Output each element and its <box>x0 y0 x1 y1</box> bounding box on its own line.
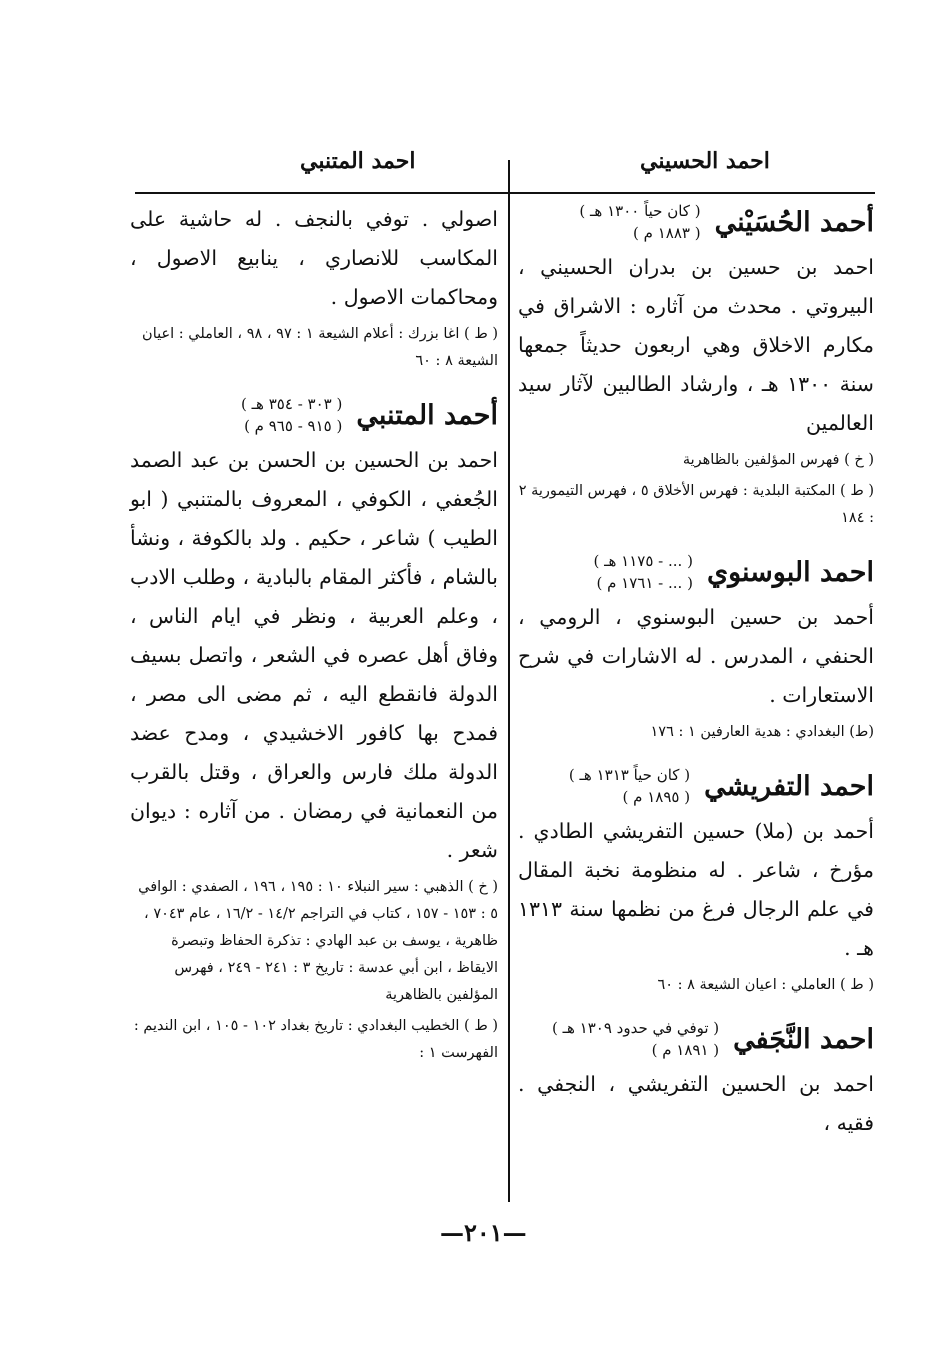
entry-heading <box>518 764 874 808</box>
entry-name: أحمد المتنبي <box>356 399 498 431</box>
entry-najafi <box>518 1017 874 1143</box>
entry-name: احمد النَّجَفي <box>733 1023 874 1055</box>
entry-tafrishi <box>518 764 874 999</box>
entry-body: احمد بن حسين بن بدران الحسيني ، البيروتي . محدث من آثاره : الاشراق في مكارم الاخلاق وهي اربعون حديثاً جمعها سنة ١٣٠٠ هـ ، وارشاد الطالبين لآثار سيد العالمين <box>518 255 874 435</box>
entry-heading <box>518 200 874 244</box>
source-line: ( ط ) الخطيب البغدادي : تاريخ بغداد ١٠٢ - ١٠٥ ، ابن النديم : الفهرست ١ : <box>133 1018 498 1061</box>
source-line: (ط) البغدادي : هدية العارفين ١ : ١٧٦ <box>650 724 874 740</box>
dates-gregorian: ( ١٨٩١ م ) <box>651 1041 720 1059</box>
entry-dates <box>552 1017 719 1061</box>
entry-dates <box>579 200 700 244</box>
left-column-header: احمد المتنبي <box>300 148 416 174</box>
source-line: ( ط ) العاملي : اعيان الشيعة ٨ : ٦٠ <box>657 977 874 993</box>
entry-dates <box>593 550 692 594</box>
entry-body: احمد بن الحسين بن الحسن بن عبد الصمد الجُعفي ، الكوفي ، المعروف بالمتنبي ( ابو الطيب ) شاعر ، حكيم . ولد بالكوفة ، ونشأ بالشام ، فأكثر المقام بالبادية ، وطلب الادب ، وعلم العربية ، ونظر في ايام الناس ، وفاق أهل عصره في الشعر ، واتصل بسيف الدولة فانقطع اليه ، ثم مضى الى مصر ، فمدح بها كافور الاخشيدي ، ومدح عضد الدولة ملك فارس والعراق ، وقتل بالقرب من النعمانية في رمضان . من آثاره : ديوان شعر . <box>130 448 498 862</box>
entry-dates <box>241 393 342 437</box>
entry-heading <box>518 1017 874 1061</box>
entry-name: احمد البوسنوي <box>706 556 874 588</box>
dates-gregorian: ( ١٨٨٣ م ) <box>633 224 701 242</box>
entry-mutanabbi <box>130 393 498 1067</box>
source-line: ( ط ) اغا بزرك : أعلام الشيعة ١ : ٩٧ ، ٩٨ ، العاملي : اعيان الشيعة ٨ : ٦٠ <box>142 326 498 369</box>
dates-hijri: ( توفي في حدود ١٣٠٩ هـ ) <box>551 1019 720 1037</box>
source-line: ( خ ) الذهبي : سير النبلاء ١٠ : ١٩٥ ، ١٩٦ ، الصفدي : الوافي ٥ : ١٥٣ - ١٥٧ ، كتاب في التراجم ١٤/٢ - ١٦/٢ ، عام ٧٠٤٣ ، ظاهرية ، يوسف بن عبد الهادي : تذكرة الحفاظ وتبصرة الايقاظ ، ابن أبي عدسة : تاريخ ٣ : ٢٤١ - ٢٤٩ ، فهرس المؤلفين بالظاهرية <box>138 879 498 1003</box>
header-rule <box>135 192 875 194</box>
entry-body: أحمد بن (ملا) حسين التفريشي الطادي . مؤرخ ، شاعر . له منظومة نخبة المقال في علم الرجال فرغ من نظمها سنة ١٣١٣ هـ . <box>518 819 874 960</box>
dates-gregorian: ( ... - ١٧٦١ م ) <box>596 574 693 592</box>
entry-heading <box>130 393 498 437</box>
entry-name: احمد التفريشي <box>704 770 874 802</box>
entry-body: أحمد بن حسين البوسنوي ، الرومي ، الحنفي ، المدرس . له الاشارات في شرح الاستعارات . <box>518 605 874 707</box>
right-column <box>518 200 874 1161</box>
entry-name: أحمد الحُسَيْني <box>714 206 874 238</box>
entry-body: احمد بن الحسين التفريشي ، النجفي . فقيه ، <box>518 1072 874 1135</box>
dates-hijri: ( كان حياً ١٣١٣ هـ ) <box>568 766 691 784</box>
entry-dates <box>569 764 690 808</box>
dates-gregorian: ( ١٨٩٥ م ) <box>622 788 691 806</box>
page-number: —٢٠١— <box>440 1218 527 1247</box>
column-divider <box>508 160 510 1202</box>
right-column-header: احمد الحسيني <box>640 148 770 174</box>
source-line: ( خ ) فهرس المؤلفين بالظاهرية <box>682 452 874 468</box>
continuation-block <box>130 200 498 375</box>
dates-hijri: ( كان حياً ١٣٠٠ هـ ) <box>579 202 701 220</box>
entry-busnawi <box>518 550 874 746</box>
entry-heading <box>518 550 874 594</box>
dates-gregorian: ( ٩١٥ - ٩٦٥ م ) <box>244 417 343 435</box>
left-column <box>130 200 498 1085</box>
source-line: ( ط ) المكتبة البلدية : فهرس الأخلاق ٥ ، فهرس التيمورية ٢ : ١٨٤ <box>518 483 874 526</box>
entry-husayni <box>518 200 874 532</box>
dates-hijri: ( ٣٠٣ - ٣٥٤ هـ ) <box>241 395 343 413</box>
dates-hijri: ( ... - ١١٧٥ هـ ) <box>593 552 693 570</box>
continuation-text: اصولي . توفي بالنجف . له حاشية على المكاسب للانصاري ، ينابيع الاصول ، ومحاكمات الاصول . <box>130 207 498 309</box>
